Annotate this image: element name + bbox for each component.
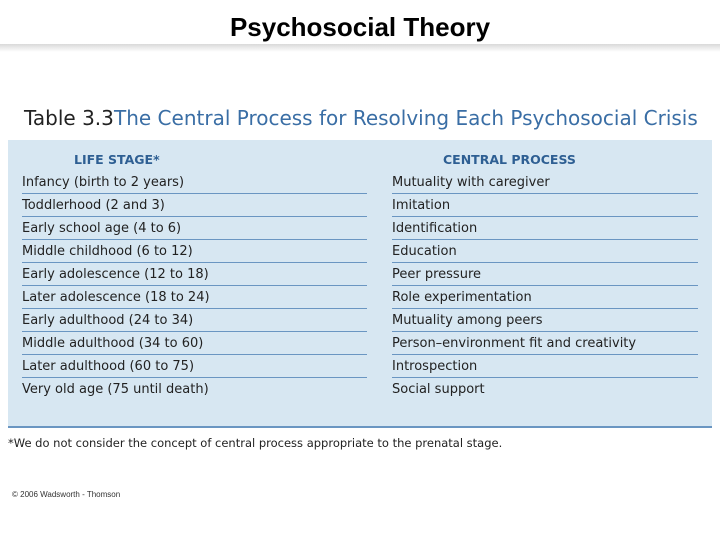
copyright-notice: © 2006 Wadsworth - Thomson — [12, 490, 121, 499]
central-process-cell: Imitation — [392, 198, 698, 217]
life-stage-cell: Middle childhood (6 to 12) — [22, 244, 367, 263]
central-process-cell: Person–environment fit and creativity — [392, 336, 698, 355]
table-row — [8, 332, 712, 355]
life-stage-cell: Later adolescence (18 to 24) — [22, 290, 367, 309]
table-caption: The Central Process for Resolving Each Psychosocial Crisis — [114, 106, 698, 130]
central-process-cell: Education — [392, 244, 698, 263]
life-stage-cell: Early adulthood (24 to 34) — [22, 313, 367, 332]
table-row — [8, 378, 712, 401]
table-row — [8, 194, 712, 217]
table-panel — [8, 140, 712, 426]
title-divider — [0, 44, 720, 52]
slide-title: Psychosocial Theory — [229, 12, 491, 42]
table-body — [8, 171, 712, 401]
life-stage-cell: Toddlerhood (2 and 3) — [22, 198, 367, 217]
life-stage-cell: Later adulthood (60 to 75) — [22, 359, 367, 378]
table-row — [8, 240, 712, 263]
central-process-cell: Mutuality with caregiver — [392, 175, 698, 194]
table-footnote: *We do not consider the concept of central process appropriate to the prenatal stage. — [8, 436, 503, 450]
life-stage-cell: Early adolescence (12 to 18) — [22, 267, 367, 286]
column-header-life-stage: LIFE STAGE* — [74, 152, 160, 167]
table-figure — [8, 90, 712, 502]
table-row — [8, 263, 712, 286]
life-stage-cell: Very old age (75 until death) — [22, 382, 209, 397]
central-process-cell: Introspection — [392, 359, 698, 378]
table-row — [8, 171, 712, 194]
table-row — [8, 309, 712, 332]
life-stage-cell: Early school age (4 to 6) — [22, 221, 367, 240]
table-row — [8, 217, 712, 240]
life-stage-cell: Middle adulthood (34 to 60) — [22, 336, 367, 355]
table-row — [8, 355, 712, 378]
life-stage-cell: Infancy (birth to 2 years) — [22, 175, 367, 194]
central-process-cell: Identification — [392, 221, 698, 240]
table-bottom-rule — [8, 426, 712, 428]
table-row — [8, 286, 712, 309]
central-process-cell: Role experimentation — [392, 290, 698, 309]
central-process-cell: Peer pressure — [392, 267, 698, 286]
central-process-cell: Social support — [392, 382, 485, 397]
table-caption-row — [8, 90, 712, 140]
table-label: Table 3.3 — [24, 106, 114, 130]
central-process-cell: Mutuality among peers — [392, 313, 698, 332]
column-header-central-process: CENTRAL PROCESS — [443, 152, 576, 167]
